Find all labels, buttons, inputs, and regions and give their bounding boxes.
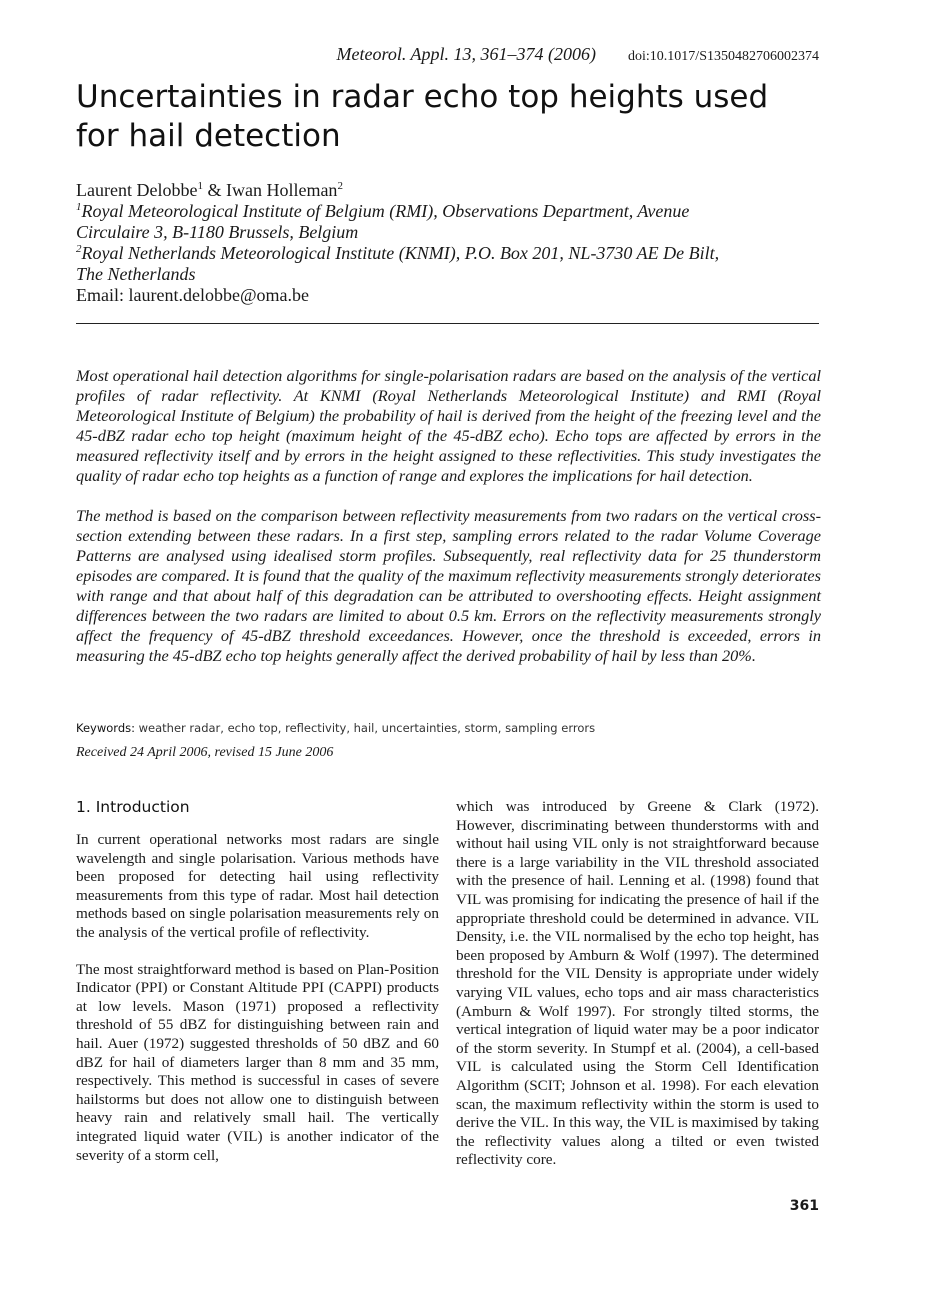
paper-title bbox=[76, 78, 816, 156]
received-dates: Received 24 April 2006, revised 15 June 2006 bbox=[76, 745, 334, 760]
intro-paragraph-2: The most straightforward method is based on Plan-Position Indicator (PPI) or Constant Altitude PPI (CAPPI) products at low levels. Mason (1971) proposed a reflectivity threshold of 55 dBZ for distinguishing between rain and hail. Auer (1972) suggested thresholds of 50 dBZ and 60 dBZ for hail of diameters larger than 8 mm and 35 mm, respectively. This method is successful in cases of severe hailstorms but does not allow one to distinguish between heavy rain and relatively small hail. The vertically integrated liquid water (VIL) is another indicator of the severity of a storm cell, bbox=[76, 960, 439, 1164]
author-block bbox=[76, 180, 836, 306]
affiliation-1-line-1: Royal Meteorological Institute of Belgium (RMI), Observations Department, Avenue bbox=[81, 201, 690, 221]
author-joiner: & bbox=[202, 180, 226, 200]
affiliation-2-mark: 2 bbox=[76, 243, 82, 255]
author-1: Laurent Delobbe bbox=[76, 180, 198, 200]
keywords bbox=[76, 721, 821, 735]
intro-paragraph-3: which was introduced by Greene & Clark (1972). However, discriminating between thunderstorms with and without hail using VIL only is not straightforward because there is a large variability in the VIL threshold associated with the presence of hail. Lenning et al. (1998) found that VIL was promising for indicating the presence of hail if the appropriate threshold could be determined in advance. VIL Density, i.e. the VIL normalised by the echo top height, has been proposed by Amburn & Wolf (1997). The determined threshold for the VIL Density is appropriate under widely varying VIL values, echo tops and air mass characteristics (Amburn & Wolf 1997). For strongly tilted storms, the vertical integration of liquid water may be a poor indicator of the storm severity. In Stumpf et al. (2004), a cell-based VIL is calculated using the Storm Cell Identification Algorithm (SCIT; Johnson et al. 1998). For each elevation scan, the maximum reflectivity within the storm is used to derive the VIL. In this way, the VIL is maximised by taking the reflectivity values along a tilted or even twisted reflectivity core. bbox=[456, 798, 819, 1169]
header-divider bbox=[76, 323, 819, 324]
abstract-paragraph-2: The method is based on the comparison between reflectivity measurements from two radars on the vertical cross-section extending between these radars. In a first step, sampling errors related to the radar Volume Coverage Patterns are analysed using idealised storm profiles. Subsequently, real reflectivity data for 25 thunderstorm episodes are compared. It is found that the quality of the maximum reflectivity measurements strongly deteriorates with range and that about half of this degradation can be attributed to overshooting effects. Height assignment differences between the two radars are limited to about 0.5 km. Errors on the reflectivity measurements strongly affect the frequency of 45-dBZ threshold exceedances. However, once the threshold is exceeded, errors in measuring the 45-dBZ echo top heights generally affect the derived probability of hail by less than 20%. bbox=[76, 506, 821, 665]
author-2-mark: 2 bbox=[337, 180, 343, 192]
author-names bbox=[76, 180, 836, 201]
author-email: Email: laurent.delobbe@oma.be bbox=[76, 285, 309, 305]
keywords-label: Keywords: bbox=[76, 721, 135, 735]
journal-citation: Meteorol. Appl. 13, 361–374 (2006) bbox=[336, 44, 597, 64]
title-line-2: for hail detection bbox=[76, 118, 341, 154]
abstract bbox=[76, 366, 821, 686]
body-column-left bbox=[76, 797, 439, 1165]
section-heading-introduction: 1. Introduction bbox=[76, 798, 190, 816]
title-line-1: Uncertainties in radar echo top heights used bbox=[76, 79, 769, 115]
keywords-list: weather radar, echo top, reflectivity, hail, uncertainties, storm, sampling errors bbox=[134, 721, 596, 735]
affiliation-1-line-2: Circulaire 3, B-1180 Brussels, Belgium bbox=[76, 222, 359, 242]
doi-text: doi:10.1017/S1350482706002374 bbox=[628, 49, 819, 64]
page-number: 361 bbox=[789, 1198, 819, 1214]
body-column-right bbox=[456, 798, 819, 1170]
affiliation-1-mark: 1 bbox=[76, 201, 82, 213]
affiliation-2-line-1: Royal Netherlands Meteorological Institute (KNMI), P.O. Box 201, NL-3730 AE De Bilt, bbox=[81, 243, 720, 263]
abstract-paragraph-1: Most operational hail detection algorithms for single-polarisation radars are based on the analysis of the vertical profiles of radar reflectivity. At KNMI (Royal Netherlands Meteorological Institute) and RMI (Royal Meteorological Institute of Belgium) the probability of hail is derived from the height of the freezing level and the 45-dBZ radar echo top height (maximum height of the 45-dBZ echo). Echo tops are affected by errors in the measured reflectivity itself and by errors in the height assigned to these reflectivities. This study investigates the quality of radar echo top heights as a function of range and explores the implications for hail detection. bbox=[76, 366, 821, 485]
intro-paragraph-1: In current operational networks most radars are single wavelength and single polarisation. Various methods have been proposed for detecting hail using reflectivity measurements from this type of radar. Most hail detection methods based on single polarisation measurements rely on the analysis of the vertical profile of reflectivity. bbox=[76, 831, 439, 941]
author-1-mark: 1 bbox=[197, 180, 203, 192]
affiliation-2-line-2: The Netherlands bbox=[76, 264, 196, 284]
journal-header bbox=[76, 44, 819, 65]
affiliation-1 bbox=[76, 201, 836, 243]
author-2: Iwan Holleman bbox=[225, 180, 338, 200]
affiliation-2 bbox=[76, 243, 836, 285]
